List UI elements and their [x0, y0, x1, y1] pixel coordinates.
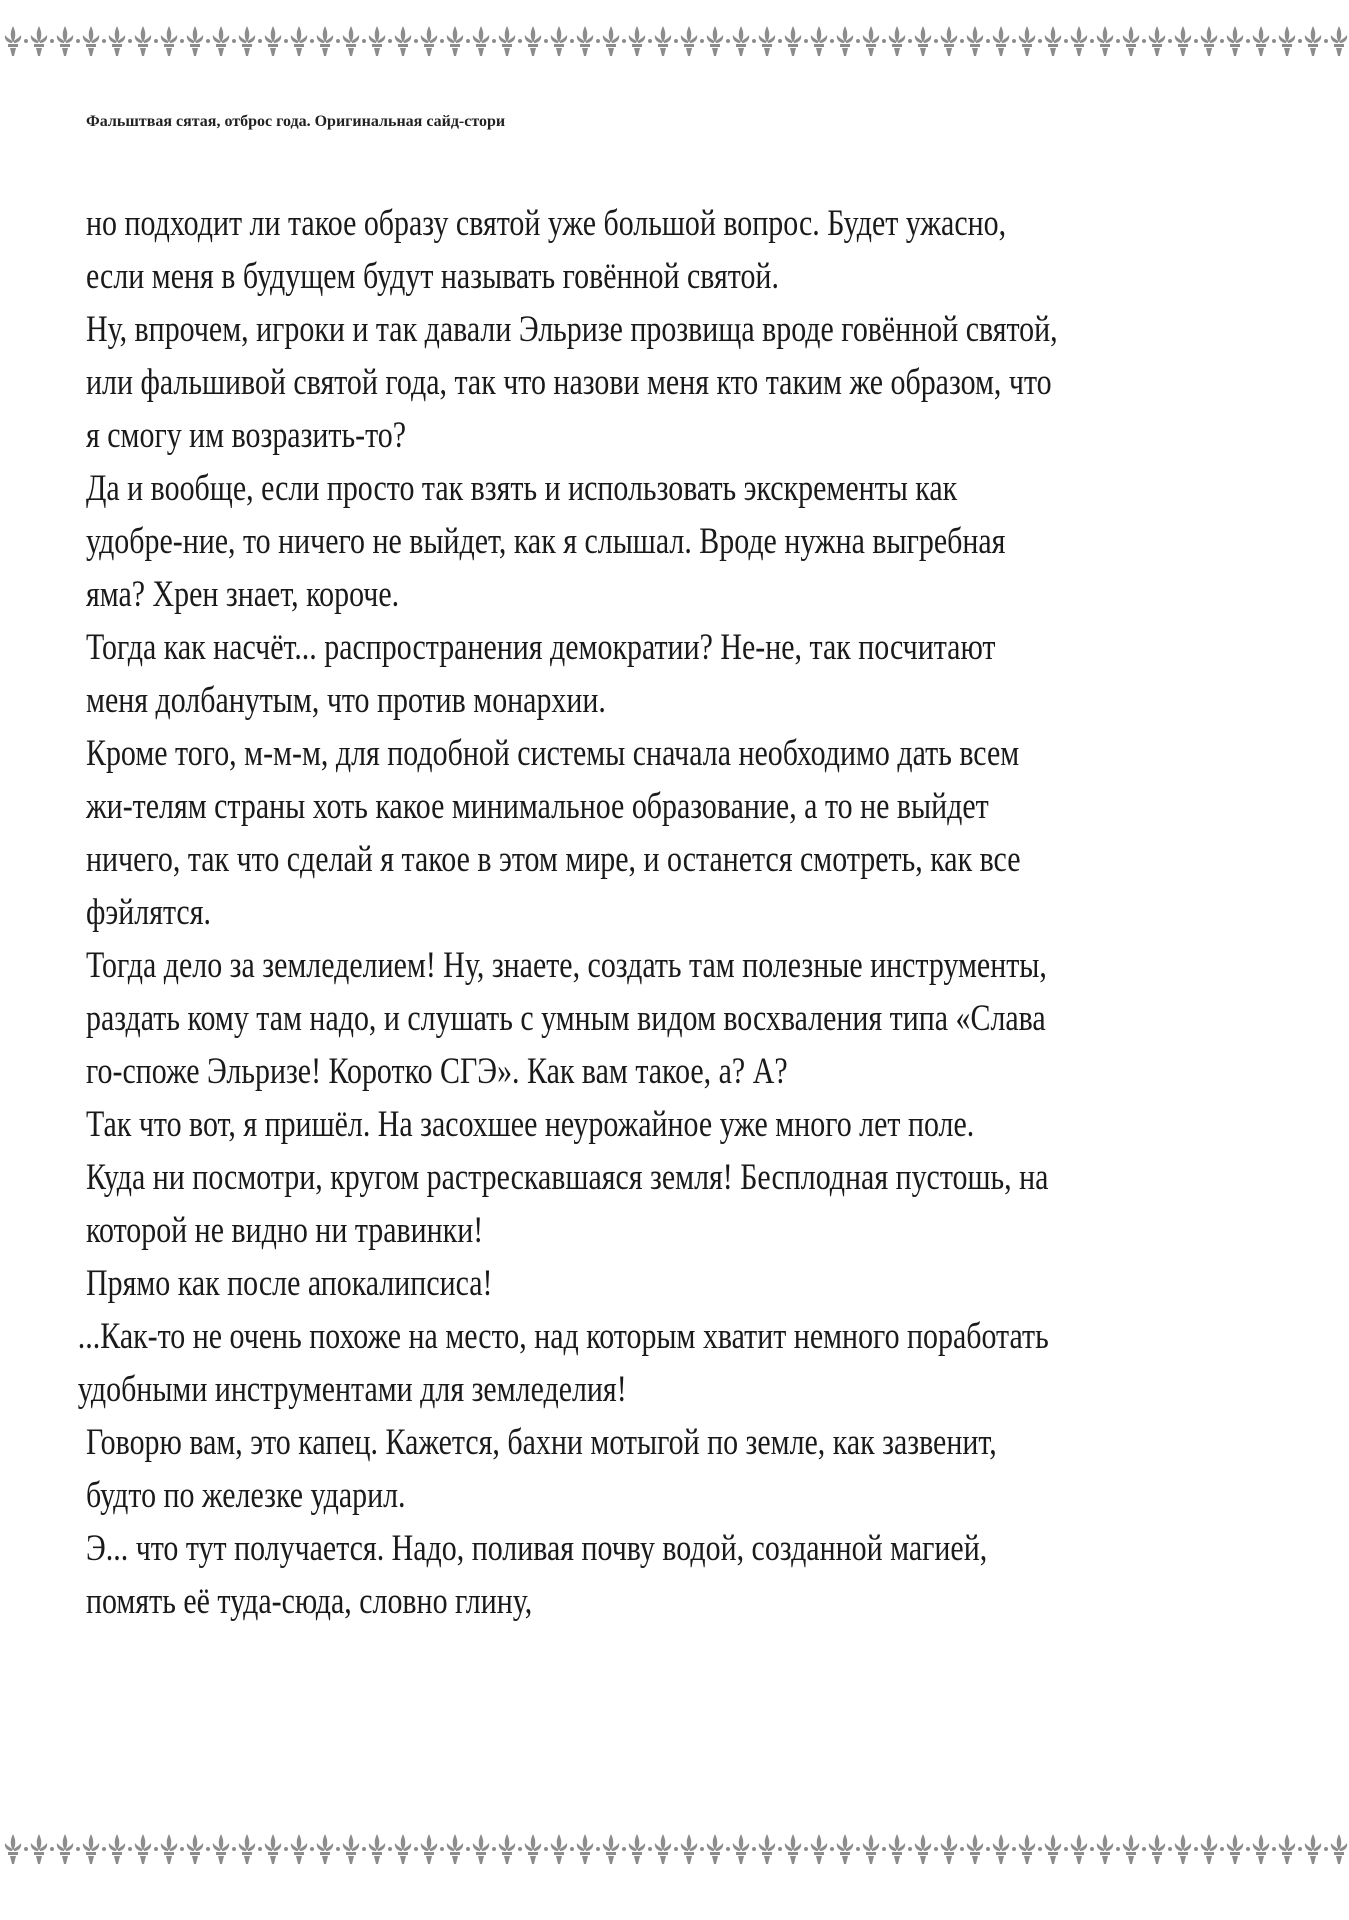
fleur-de-lis-icon	[941, 26, 964, 56]
fleur-de-lis-icon	[109, 1834, 132, 1864]
fleur-de-lis-icon	[369, 1834, 392, 1864]
fleur-de-lis-icon	[421, 1834, 444, 1864]
page-body	[77, 196, 1059, 1627]
fleur-de-lis-icon	[915, 26, 938, 56]
fleur-de-lis-icon	[187, 26, 210, 56]
fleur-de-lis-icon	[707, 26, 730, 56]
fleur-de-lis-icon	[1123, 26, 1146, 56]
fleur-de-lis-icon	[31, 26, 54, 56]
fleur-de-lis-icon	[213, 26, 236, 56]
paragraph: Э... что тут получается. Надо, поливая почву водой, созданной магией, помять её туда-сюда, словно глину,	[86, 1527, 988, 1621]
fleur-de-lis-icon	[1019, 26, 1042, 56]
fleur-de-lis-icon	[967, 1834, 990, 1864]
fleur-de-lis-icon	[317, 1834, 340, 1864]
fleur-de-lis-icon	[135, 26, 158, 56]
fleur-de-lis-icon	[629, 1834, 652, 1864]
fleur-de-lis-icon	[681, 1834, 704, 1864]
fleur-de-lis-icon	[1305, 1834, 1328, 1864]
fleur-de-lis-icon	[57, 26, 80, 56]
fleur-de-lis-icon	[1253, 1834, 1276, 1864]
fleur-de-lis-icon	[1201, 26, 1224, 56]
fleur-de-lis-icon	[811, 26, 834, 56]
fleur-de-lis-icon	[1071, 1834, 1094, 1864]
fleur-de-lis-icon	[473, 1834, 496, 1864]
fleur-de-lis-icon	[759, 26, 782, 56]
fleur-de-lis-icon	[1045, 26, 1068, 56]
fleur-de-lis-icon	[265, 1834, 288, 1864]
fleur-de-lis-icon	[0, 22, 1349, 64]
fleur-de-lis-icon	[603, 1834, 626, 1864]
paragraph: ...Как-то не очень похоже на место, над которым хватит немного поработать удобными инструментами для земледелия!	[77, 1315, 1049, 1409]
fleur-de-lis-icon	[57, 1834, 80, 1864]
paragraph: Тогда как насчёт... распространения демократии? Не-не, так посчитают меня долбанутым, что против монархии.	[86, 626, 996, 720]
fleur-de-lis-icon	[733, 1834, 756, 1864]
fleur-de-lis-icon	[213, 1834, 236, 1864]
paragraph: но подходит ли такое образу святой уже большой вопрос. Будет ужасно, если меня в будущем будут называть говённой святой.	[86, 202, 1007, 296]
fleur-de-lis-icon	[83, 1834, 106, 1864]
fleur-de-lis-icon	[421, 26, 444, 56]
fleur-de-lis-icon	[5, 1834, 28, 1864]
fleur-de-lis-icon	[681, 26, 704, 56]
fleur-de-lis-icon	[1201, 1834, 1224, 1864]
fleur-de-lis-icon	[577, 26, 600, 56]
fleur-de-lis-icon	[1123, 1834, 1146, 1864]
fleur-de-lis-icon	[1071, 26, 1094, 56]
fleur-de-lis-icon	[1305, 26, 1328, 56]
fleur-de-lis-icon	[733, 26, 756, 56]
fleur-de-lis-icon	[447, 1834, 470, 1864]
fleur-de-lis-icon	[161, 26, 184, 56]
fleur-de-lis-icon	[993, 26, 1016, 56]
running-title: Фальштвая сятая, отброс года. Оригинальная сайд-стори	[86, 113, 506, 130]
fleur-de-lis-icon	[135, 1834, 158, 1864]
fleur-de-lis-icon	[343, 1834, 366, 1864]
fleur-de-lis-icon	[239, 26, 262, 56]
paragraph: Тогда дело за земледелием! Ну, знаете, создать там полезные инструменты, раздать кому там надо, и слушать с умным видом восхваления типа «Слава го-споже Эльризе! Коротко СГЭ». Как вам такое, а? А?	[86, 944, 1047, 1091]
fleur-de-lis-icon	[655, 1834, 678, 1864]
fleur-de-lis-icon	[291, 1834, 314, 1864]
fleur-de-lis-icon	[31, 1834, 54, 1864]
fleur-de-lis-icon	[1227, 1834, 1250, 1864]
fleur-de-lis-icon	[889, 26, 912, 56]
paragraph: Говорю вам, это капец. Кажется, бахни мотыгой по земле, как зазвенит, будто по железке ударил.	[86, 1421, 997, 1515]
fleur-de-lis-icon	[863, 26, 886, 56]
paragraph: Ну, впрочем, игроки и так давали Эльризе прозвища вроде говённой святой, или фальшивой святой года, так что назови меня кто таким же образом, что я смогу им возразить-то?	[86, 308, 1058, 455]
fleur-de-lis-icon	[109, 26, 132, 56]
fleur-de-lis-icon	[499, 26, 522, 56]
fleur-de-lis-icon	[499, 1834, 522, 1864]
fleur-de-lis-icon	[837, 1834, 860, 1864]
fleur-de-lis-icon	[1149, 26, 1172, 56]
fleur-de-lis-icon	[759, 1834, 782, 1864]
fleur-de-lis-icon	[785, 1834, 808, 1864]
fleur-de-lis-icon	[291, 26, 314, 56]
fleur-de-lis-icon	[1175, 26, 1198, 56]
fleur-de-lis-icon	[161, 1834, 184, 1864]
fleur-de-lis-icon	[1175, 1834, 1198, 1864]
fleur-de-lis-icon	[187, 1834, 210, 1864]
fleur-de-lis-icon	[603, 26, 626, 56]
paragraph: Куда ни посмотри, кругом растрескавшаяся земля! Бесплодная пустошь, на которой не видно ни травинки!	[86, 1156, 1049, 1250]
fleur-de-lis-icon	[1149, 1834, 1172, 1864]
fleur-de-lis-icon	[369, 26, 392, 56]
fleur-de-lis-icon	[0, 1830, 1349, 1872]
fleur-de-lis-icon	[551, 26, 574, 56]
fleur-de-lis-icon	[915, 1834, 938, 1864]
fleur-de-lis-icon	[941, 1834, 964, 1864]
fleur-de-lis-icon	[577, 1834, 600, 1864]
fleur-de-lis-icon	[1019, 1834, 1042, 1864]
fleur-de-lis-icon	[1227, 26, 1250, 56]
fleur-de-lis-icon	[1279, 26, 1302, 56]
ornament-border-bottom	[0, 1830, 1349, 1872]
paragraph: Кроме того, м-м-м, для подобной системы сначала необходимо дать всем жи-телям страны хоть какое минимальное образование, а то не выйдет ничего, так что сделай я такое в этом мире, и останется смотреть, как все фэйлятся.	[86, 732, 1021, 932]
fleur-de-lis-icon	[395, 26, 418, 56]
fleur-de-lis-icon	[1045, 1834, 1068, 1864]
fleur-de-lis-icon	[317, 26, 340, 56]
ornament-border-top	[0, 22, 1349, 64]
fleur-de-lis-icon	[1279, 1834, 1302, 1864]
fleur-de-lis-icon	[707, 1834, 730, 1864]
fleur-de-lis-icon	[785, 26, 808, 56]
paragraph: Так что вот, я пришёл. На засохшее неурожайное уже много лет поле.	[86, 1103, 975, 1144]
fleur-de-lis-icon	[889, 1834, 912, 1864]
fleur-de-lis-icon	[447, 26, 470, 56]
fleur-de-lis-icon	[525, 1834, 548, 1864]
fleur-de-lis-icon	[1331, 1834, 1349, 1864]
fleur-de-lis-icon	[967, 26, 990, 56]
fleur-de-lis-icon	[551, 1834, 574, 1864]
fleur-de-lis-icon	[655, 26, 678, 56]
fleur-de-lis-icon	[5, 26, 28, 56]
fleur-de-lis-icon	[811, 1834, 834, 1864]
fleur-de-lis-icon	[1253, 26, 1276, 56]
fleur-de-lis-icon	[525, 26, 548, 56]
fleur-de-lis-icon	[395, 1834, 418, 1864]
fleur-de-lis-icon	[1331, 26, 1349, 56]
fleur-de-lis-icon	[837, 26, 860, 56]
fleur-de-lis-icon	[83, 26, 106, 56]
fleur-de-lis-icon	[629, 26, 652, 56]
paragraph: Прямо как после апокалипсиса!	[86, 1262, 493, 1303]
fleur-de-lis-icon	[1097, 26, 1120, 56]
fleur-de-lis-icon	[343, 26, 366, 56]
fleur-de-lis-icon	[863, 1834, 886, 1864]
fleur-de-lis-icon	[993, 1834, 1016, 1864]
fleur-de-lis-icon	[239, 1834, 262, 1864]
fleur-de-lis-icon	[265, 26, 288, 56]
fleur-de-lis-icon	[473, 26, 496, 56]
paragraph: Да и вообще, если просто так взять и использовать экскременты как удобре-ние, то ничего не выйдет, как я слышал. Вроде нужна выгребная яма? Хрен знает, короче.	[86, 467, 1006, 614]
fleur-de-lis-icon	[1097, 1834, 1120, 1864]
